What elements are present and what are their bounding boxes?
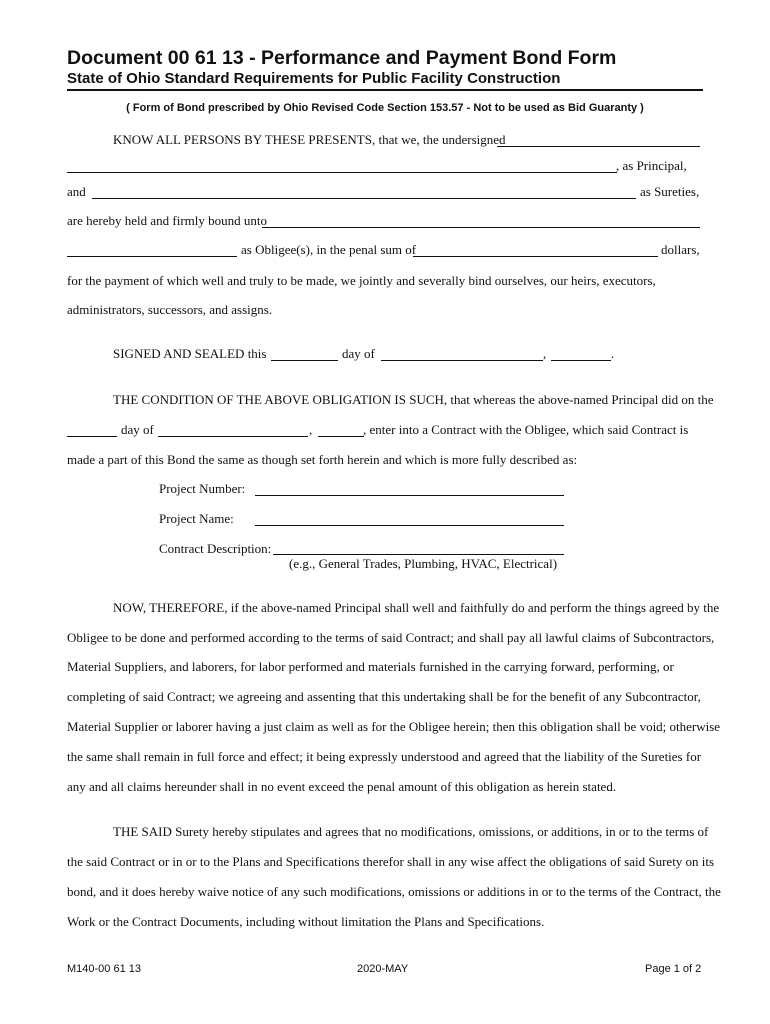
now-therefore-line: Obligee to be done and performed according to the terms of said Contract; and shall pay all lawful claims of Subcontractors, xyxy=(67,630,715,645)
surety-line: THE SAID Surety hereby stipulates and agrees that no modifications, omissions, or additions, in or to the terms of xyxy=(113,824,709,839)
penal-sum-field[interactable] xyxy=(413,256,658,257)
now-therefore-line: the same shall remain in full force and effect; it being expressly understood and agreed that the liability of the Sureties for xyxy=(67,749,702,764)
signed-period: . xyxy=(611,346,615,361)
form-note: ( Form of Bond prescribed by Ohio Revised Code Section 153.57 - Not to be used as Bid Guaranty ) xyxy=(126,102,644,114)
surety-line: the said Contract or in or to the Plans and Specifications therefor shall in any wise affect the obligations of said Surety on its xyxy=(67,854,715,869)
contract-day-field[interactable] xyxy=(67,436,117,437)
contract-day-of-text: day of xyxy=(121,422,154,437)
contract-year-field[interactable] xyxy=(318,436,364,437)
project-name-field[interactable] xyxy=(255,525,564,526)
payment-text-line2: administrators, successors, and assigns. xyxy=(67,302,273,317)
now-therefore-line: completing of said Contract; we agreeing and assenting that this undertaking shall be for the benefit of any Subcontractor, xyxy=(67,689,701,704)
dollars-text: dollars, xyxy=(661,242,700,257)
project-number-label: Project Number: xyxy=(159,481,246,496)
undersigned-field[interactable] xyxy=(497,146,700,147)
held-bound-text: are hereby held and firmly bound unto xyxy=(67,213,267,228)
contract-description-field[interactable] xyxy=(273,554,564,555)
as-sureties-text: as Sureties, xyxy=(640,184,700,199)
contract-month-field[interactable] xyxy=(158,436,308,437)
now-therefore-line: Material Supplier or laborer having a just claim as well as for the Obligee herein; then this obligation shall be void; otherwise xyxy=(67,719,721,734)
enter-into-text: , enter into a Contract with the Obligee, which said Contract is xyxy=(363,422,689,437)
footer-date: 2020-MAY xyxy=(357,963,409,975)
surety-line: bond, and it does hereby waive notice of any such modifications, omissions or additions in or to the terms of the Contract, the xyxy=(67,884,721,899)
now-therefore-line: NOW, THEREFORE, if the above-named Principal shall well and faithfully do and perform the things agreed by the xyxy=(113,600,720,615)
obligee-field[interactable] xyxy=(67,256,237,257)
as-obligee-text: as Obligee(s), in the penal sum of xyxy=(241,242,417,257)
payment-text-line1: for the payment of which well and truly to be made, we jointly and severally bind ourselves, our heirs, executors, xyxy=(67,273,656,288)
footer-page-number: Page 1 of 2 xyxy=(645,963,702,975)
signed-sealed-text: SIGNED AND SEALED this xyxy=(113,346,267,361)
header-divider xyxy=(67,89,703,91)
contract-description-hint: (e.g., General Trades, Plumbing, HVAC, Electrical) xyxy=(289,556,558,571)
signed-month-field[interactable] xyxy=(381,360,543,361)
now-therefore-line: Material Suppliers, and laborers, for labor performed and materials furnished in the carrying forward, performing, or xyxy=(67,659,674,674)
signed-day-of-text: day of xyxy=(342,346,375,361)
and-text: and xyxy=(67,184,86,199)
project-number-field[interactable] xyxy=(255,495,564,496)
now-therefore-line: any and all claims hereunder shall in no event exceed the penal amount of this obligation as herein stated. xyxy=(67,779,617,794)
surety-line: Work or the Contract Documents, including without limitation the Plans and Specifications. xyxy=(67,914,545,929)
footer-doc-code: M140-00 61 13 xyxy=(67,963,141,975)
signed-comma: , xyxy=(543,346,547,361)
principal-field[interactable] xyxy=(67,172,617,173)
contract-comma: , xyxy=(309,422,313,437)
contract-description-label: Contract Description: xyxy=(159,541,272,556)
bound-unto-field[interactable] xyxy=(262,227,700,228)
page-subtitle: State of Ohio Standard Requirements for Public Facility Construction xyxy=(67,70,561,87)
know-all-text: KNOW ALL PERSONS BY THESE PRESENTS, that we, the undersigned xyxy=(113,132,506,147)
page-title: Document 00 61 13 - Performance and Payment Bond Form xyxy=(67,47,617,69)
signed-day-field[interactable] xyxy=(271,360,338,361)
condition-text-line1: THE CONDITION OF THE ABOVE OBLIGATION IS SUCH, that whereas the above-named Principal did on the xyxy=(113,392,714,407)
as-principal-text: , as Principal, xyxy=(616,158,687,173)
condition-text-line3: made a part of this Bond the same as though set forth herein and which is more fully described as: xyxy=(67,452,578,467)
sureties-field[interactable] xyxy=(92,198,636,199)
signed-year-field[interactable] xyxy=(551,360,611,361)
project-name-label: Project Name: xyxy=(159,511,234,526)
